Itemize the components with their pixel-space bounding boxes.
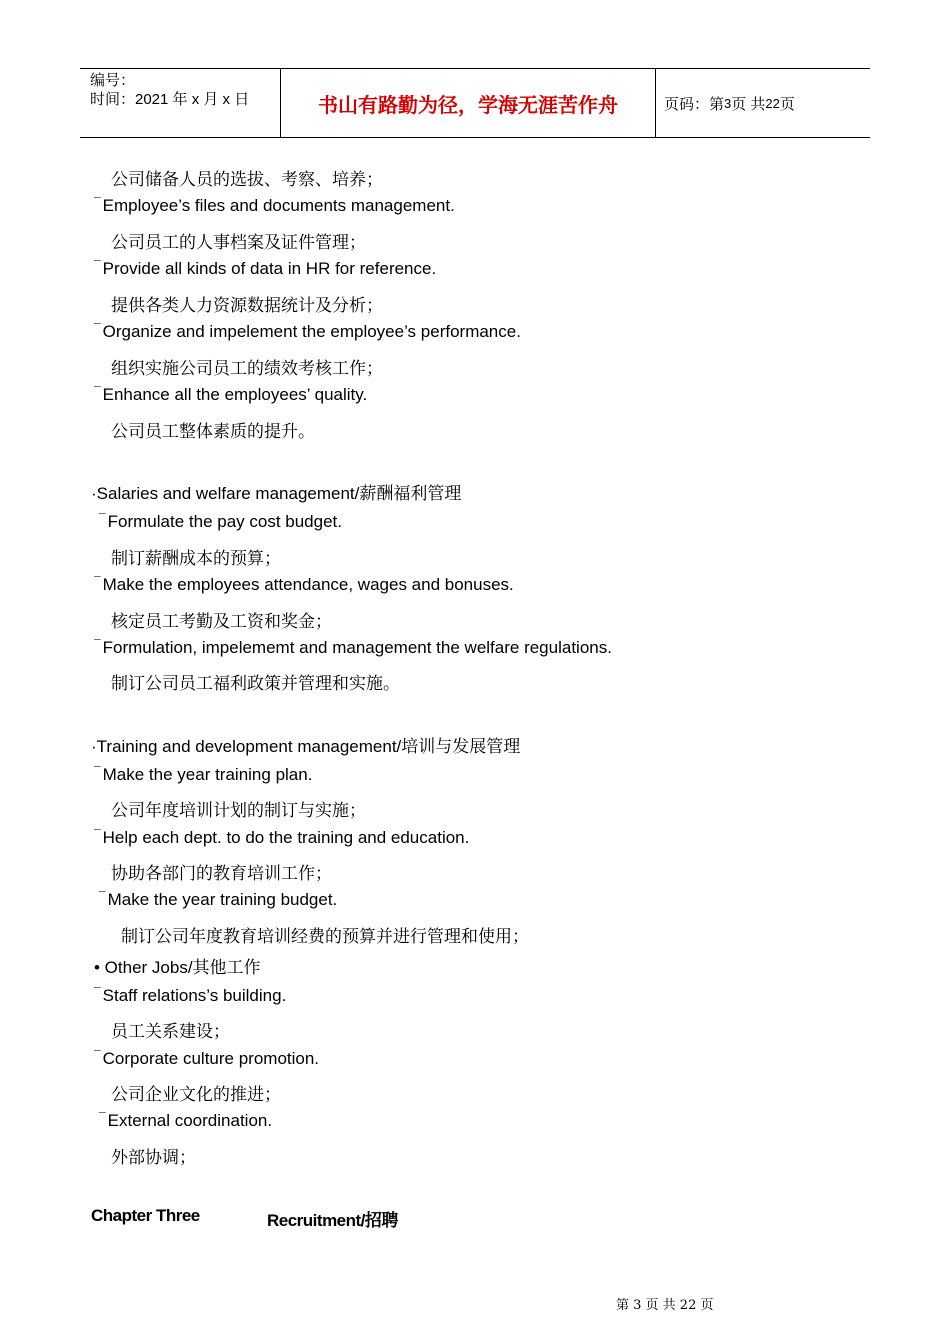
bullet-text: Staff relations’s building. xyxy=(102,986,287,1005)
page-number: 3 xyxy=(724,95,732,111)
bullet-item xyxy=(94,322,521,342)
section-heading xyxy=(94,953,261,978)
zh-line: 组织实施公司员工的绩效考核工作； xyxy=(111,359,383,379)
page-header xyxy=(80,68,870,138)
section-heading-en: ·Salaries and welfare management/ xyxy=(91,484,360,503)
zh-line: 制订薪酬成本的预算； xyxy=(111,549,281,569)
bullet-text: Employee’s files and documents management. xyxy=(102,196,455,215)
header-left-cell xyxy=(80,69,280,137)
section-heading-zh: 薪酬福利管理 xyxy=(359,484,462,504)
zh-line: 提供各类人力资源数据统计及分析； xyxy=(111,296,383,316)
page-total: 22 xyxy=(765,95,780,111)
bullet-mark: ¯ xyxy=(94,321,101,335)
zh-line: 外部协调； xyxy=(111,1148,196,1168)
bullet-item xyxy=(99,890,337,910)
bullet-mark: ¯ xyxy=(99,1110,106,1124)
bullet-text: Provide all kinds of data in HR for reference. xyxy=(102,259,437,278)
page-footer: 第 3 页 共 22 页 xyxy=(616,1298,714,1313)
zh-line: 公司储备人员的选拔、考察、培养； xyxy=(111,170,383,190)
bullet-mark: ¯ xyxy=(94,827,101,841)
bullet-item xyxy=(94,986,286,1006)
bullet-item xyxy=(94,259,436,279)
bullet-text: Formulate the pay cost budget. xyxy=(107,512,342,531)
bullet-item xyxy=(94,575,514,595)
bullet-mark: ¯ xyxy=(94,258,101,272)
bullet-item xyxy=(94,385,367,405)
zh-line: 制订公司员工福利政策并管理和实施。 xyxy=(111,674,400,694)
section-heading-en: ·Training and development management/ xyxy=(91,737,402,756)
bullet-text: Help each dept. to do the training and education. xyxy=(102,828,470,847)
bullet-text: Make the year training budget. xyxy=(107,890,338,909)
bullet-mark: ¯ xyxy=(94,574,101,588)
bullet-text: Enhance all the employees’ quality. xyxy=(102,385,368,404)
bullet-mark: ¯ xyxy=(94,985,101,999)
chapter-title: Recruitment/招聘 xyxy=(267,1211,398,1230)
zh-line: 公司企业文化的推进； xyxy=(111,1085,281,1105)
bullet-mark: ¯ xyxy=(94,637,101,651)
bullet-item xyxy=(94,828,469,848)
bullet-mark: ¯ xyxy=(94,764,101,778)
header-motto: 书山有路勤为径，学海无涯苦作舟 xyxy=(280,69,656,137)
header-page-info xyxy=(664,69,870,137)
bullet-item xyxy=(94,638,612,658)
bullet-mark: ¯ xyxy=(99,511,106,525)
section-heading-zh: 培训与发展管理 xyxy=(401,737,521,757)
bullet-item xyxy=(94,1049,319,1069)
bullet-text: Make the year training plan. xyxy=(102,765,313,784)
bullet-item xyxy=(94,765,312,785)
page-of-label: 页 共 xyxy=(731,95,766,113)
date-label: 时间：2021 年 x 月 x 日 xyxy=(90,91,250,108)
section-heading xyxy=(91,479,461,504)
zh-line: 公司员工的人事档案及证件管理； xyxy=(111,233,366,253)
bullet-mark: ¯ xyxy=(94,1048,101,1062)
zh-line: 公司员工整体素质的提升。 xyxy=(111,422,315,442)
zh-line: 员工关系建设； xyxy=(111,1022,230,1042)
bullet-mark: ¯ xyxy=(99,889,106,903)
bullet-text: External coordination. xyxy=(107,1111,273,1130)
chapter-label: Chapter Three xyxy=(91,1206,200,1225)
bullet-text: Formulation, impelememt and management the welfare regulations. xyxy=(102,638,612,657)
page-label: 页码：第 xyxy=(664,95,725,113)
section-heading xyxy=(91,732,520,757)
bullet-mark: ¯ xyxy=(94,195,101,209)
bullet-text: Corporate culture promotion. xyxy=(102,1049,320,1068)
bullet-text: Make the employees attendance, wages and bonuses. xyxy=(102,575,514,594)
zh-line: 制订公司年度教育培训经费的预算并进行管理和使用； xyxy=(121,927,529,947)
zh-line: 协助各部门的教育培训工作； xyxy=(111,864,332,884)
bullet-item xyxy=(99,512,342,532)
bullet-mark: ¯ xyxy=(94,384,101,398)
section-heading-zh: 其他工作 xyxy=(192,958,261,978)
page-end-label: 页 xyxy=(779,95,795,113)
bullet-item xyxy=(94,196,455,216)
zh-line: 公司年度培训计划的制订与实施； xyxy=(111,801,366,821)
bullet-item xyxy=(99,1111,272,1131)
bullet-text: Organize and impelement the employee’s performance. xyxy=(102,322,521,341)
doc-number-label: 编号： xyxy=(90,72,136,89)
section-heading-en: • Other Jobs/ xyxy=(94,958,193,977)
zh-line: 核定员工考勤及工资和奖金； xyxy=(111,612,332,632)
